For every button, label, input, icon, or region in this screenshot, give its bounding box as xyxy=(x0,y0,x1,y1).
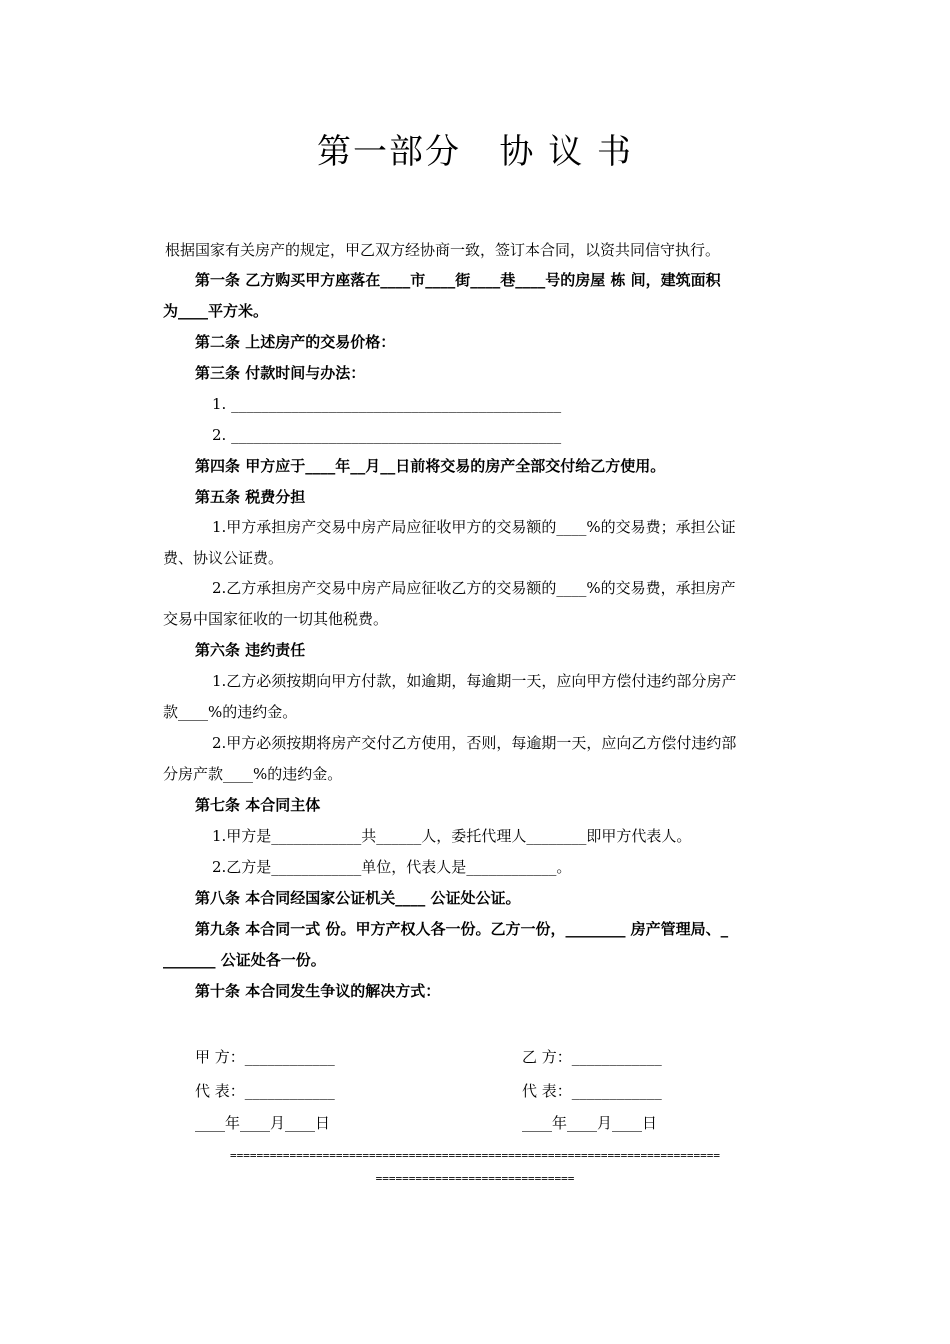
article-7-clause-1: 1.甲方是____________共______人，委托代理人________即甲方代表人。 xyxy=(212,827,692,845)
separator-line-2: ============================== xyxy=(375,1172,575,1185)
party-a-representative: 代 表：____________ xyxy=(195,1082,335,1100)
article-5: 第五条 税费分担 xyxy=(195,488,306,506)
document-title: 第一部分 协 议 书 xyxy=(316,132,634,172)
article-3-item-1: 1. ____________________________________________ xyxy=(212,395,562,413)
article-5-clause-2-line-1: 2.乙方承担房产交易中房产局应征收乙方的交易额的____%的交易费，承担房产 xyxy=(212,579,736,597)
article-6-clause-2-line-2: 分房产款____%的违约金。 xyxy=(163,765,343,783)
article-10: 第十条 本合同发生争议的解决方式： xyxy=(195,982,441,1000)
article-8: 第八条 本合同经国家公证机关____ 公证处公证。 xyxy=(195,889,521,907)
article-9-line-2: _______ 公证处各一份。 xyxy=(163,951,326,969)
article-7-clause-2: 2.乙方是____________单位，代表人是____________。 xyxy=(212,858,572,876)
article-3-item-2: 2. ____________________________________________ xyxy=(212,426,562,444)
article-6-clause-2-line-1: 2.甲方必须按期将房产交付乙方使用，否则，每逾期一天，应向乙方偿付违约部 xyxy=(212,734,737,752)
article-5-clause-1-line-1: 1.甲方承担房产交易中房产局应征收甲方的交易额的____%的交易费；承担公证 xyxy=(212,518,736,536)
article-7: 第七条 本合同主体 xyxy=(195,796,321,814)
article-3: 第三条 付款时间与办法： xyxy=(195,364,366,382)
separator-line-1: ========================================================================== xyxy=(229,1149,721,1162)
party-b-signature: 乙 方：____________ xyxy=(522,1048,662,1066)
party-a-date: ____年____月____日 xyxy=(195,1114,331,1132)
article-5-clause-1-line-2: 费、协议公证费。 xyxy=(163,549,284,567)
article-6: 第六条 违约责任 xyxy=(195,641,306,659)
article-1-line-1: 第一条 乙方购买甲方座落在____市____街____巷____号的房屋 栋 间，建筑面积 xyxy=(195,271,721,289)
article-2: 第二条 上述房产的交易价格： xyxy=(195,333,396,351)
article-5-clause-2-line-2: 交易中国家征收的一切其他税费。 xyxy=(163,610,389,628)
intro-paragraph: 根据国家有关房产的规定，甲乙双方经协商一致，签订本合同，以资共同信守执行。 xyxy=(165,241,721,259)
article-6-clause-1-line-2: 款____%的违约金。 xyxy=(163,703,298,721)
article-6-clause-1-line-1: 1.乙方必须按期向甲方付款，如逾期，每逾期一天，应向甲方偿付违约部分房产 xyxy=(212,672,737,690)
party-a-signature: 甲 方：____________ xyxy=(195,1048,335,1066)
article-9-line-1: 第九条 本合同一式 份。甲方产权人各一份。乙方一份，________ 房产管理局、_ xyxy=(195,920,729,938)
party-b-date: ____年____月____日 xyxy=(522,1114,658,1132)
party-b-representative: 代 表：____________ xyxy=(522,1082,662,1100)
article-4: 第四条 甲方应于____年__月__日前将交易的房产全部交付给乙方使用。 xyxy=(195,457,666,475)
article-1-line-2: 为____平方米。 xyxy=(163,302,269,320)
